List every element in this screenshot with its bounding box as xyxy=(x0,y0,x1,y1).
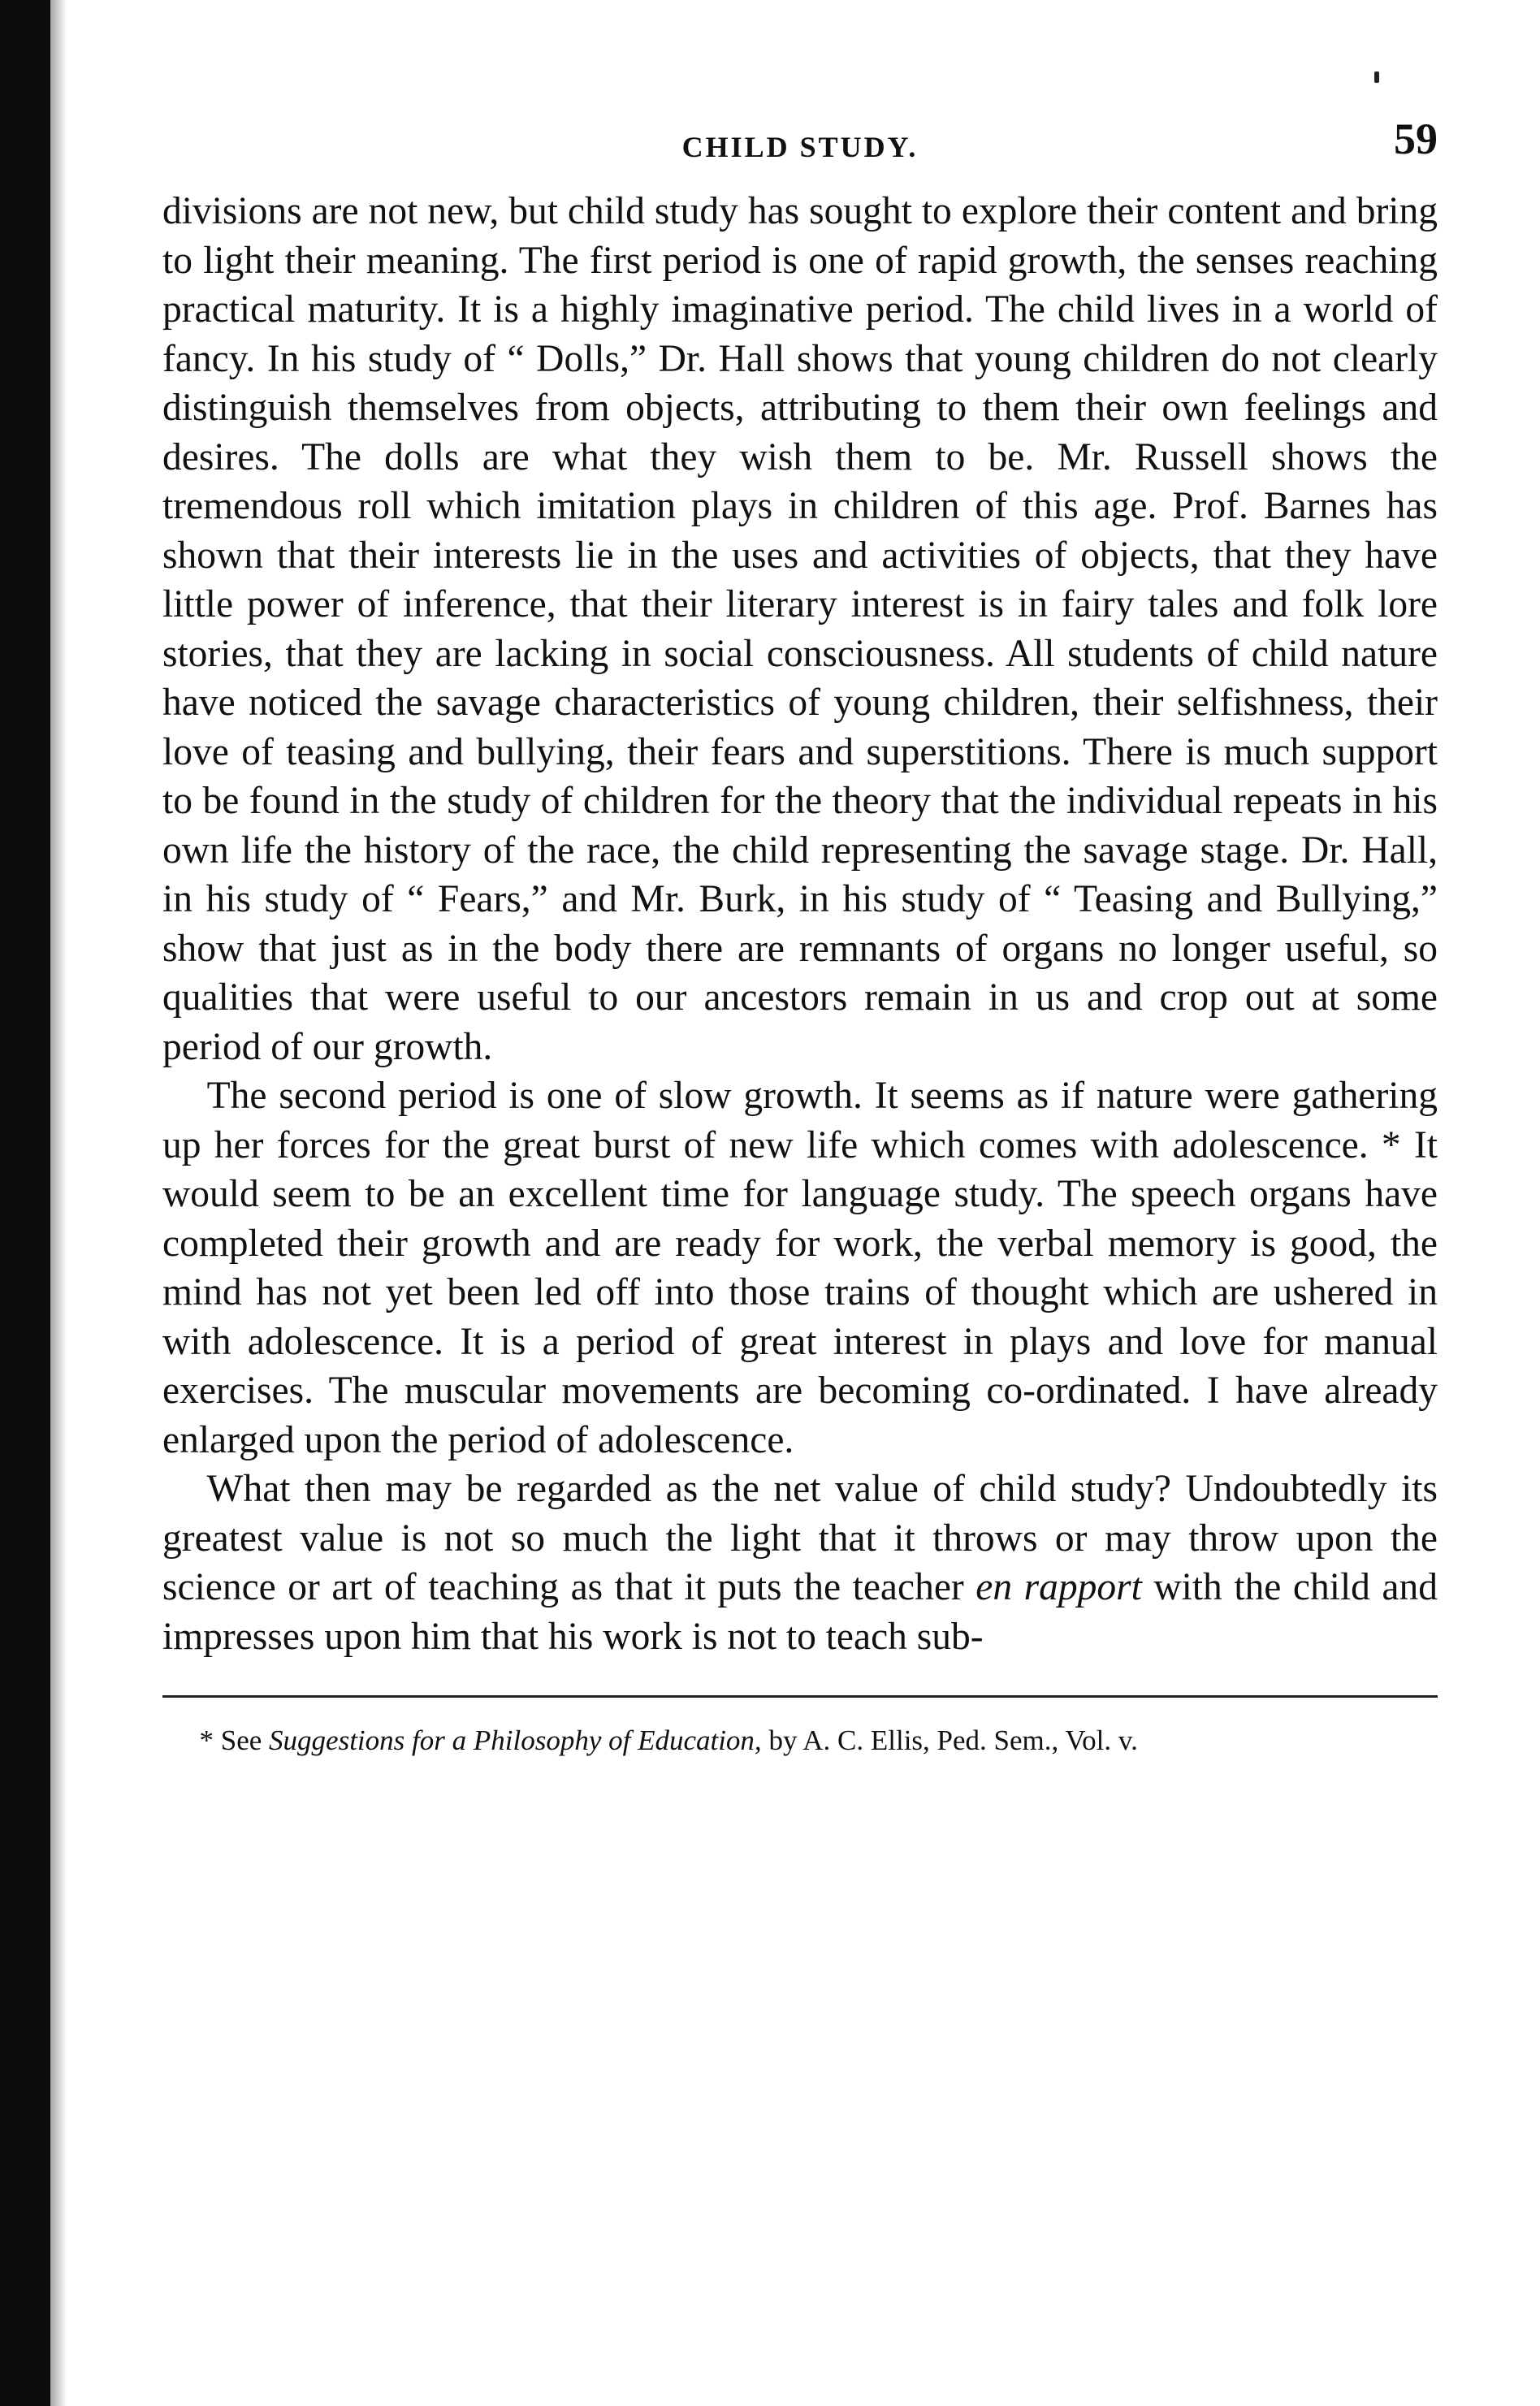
footnote-citation: by A. C. Ellis, Ped. Sem., Vol. v. xyxy=(761,1724,1138,1756)
paragraph-1: divisions are not new, but child study has sought to explore their content and bring to light their meaning. The first period is one of rapid growth, the senses reaching practical maturity. It is a highly imaginative period. The child lives in a world of fancy. In his study of “ Dolls,” Dr. Hall shows that young children do not clearly distinguish themselves from objects, attributing to them their own feelings and desires. The dolls are what they wish them to be. Mr. Russell shows the tremendous roll which imitation plays in children of this age. Prof. Barnes has shown that their interests lie in the uses and activities of objects, that they have little power of inference, that their literary interest is in fairy tales and folk lore stories, that they are lacking in social consciousness. All students of child nature have noticed the savage characteristics of young children, their selfishness, their love of teasing and bullying, their fears and superstitions. There is much support to be found in the study of children for the theory that the individual repeats in his own life the history of the race, the child representing the savage stage. Dr. Hall, in his study of “ Fears,” and Mr. Burk, in his study of “ Teasing and Bullying,” show that just as in the body there are remnants of organs no longer useful, so qualities that were useful to our ancestors remain in us and crop out at some period of our growth. xyxy=(162,190,1438,1068)
body-text xyxy=(162,187,1438,1661)
paragraph-3 xyxy=(162,1465,1438,1661)
page-number: 59 xyxy=(1394,115,1438,163)
footnote-separator-rule xyxy=(162,1695,1438,1698)
print-speck xyxy=(1374,71,1379,83)
paragraph-3-text-end: with the child and impresses upon him that his work is not to teach sub- xyxy=(162,1566,1438,1658)
page-header xyxy=(162,97,1438,187)
paragraph-3-text-start: What then may be regarded as the net value of child study? Undoubtedly its greatest value is not so much the light that it throws or may throw upon the science or art of teaching as that it puts the teacher xyxy=(162,1468,1438,1608)
paragraph-2: The second period is one of slow growth. It seems as if nature were gathering up her forces for the great burst of new life which comes with adolescence. * It would seem to be an excellent time for language study. The speech organs have completed their growth and are ready for work, the verbal memory is good, the mind has not yet been led off into those trains of thought which are ushered in with adolescence. It is a period of great interest in plays and love for manual exercises. The muscular movements are becoming co-ordinated. I have already enlarged upon the period of adolescence. xyxy=(162,1075,1438,1461)
footnote xyxy=(162,1722,1438,1759)
book-binding-edge xyxy=(0,0,50,2406)
paragraph-3-italic-phrase: en rapport xyxy=(975,1566,1142,1608)
footnote-cited-title: Suggestions for a Philosophy of Education, xyxy=(269,1724,762,1756)
footnote-marker-text: * See xyxy=(199,1724,270,1756)
running-head: CHILD STUDY. xyxy=(681,131,919,163)
book-page xyxy=(162,97,1438,1759)
